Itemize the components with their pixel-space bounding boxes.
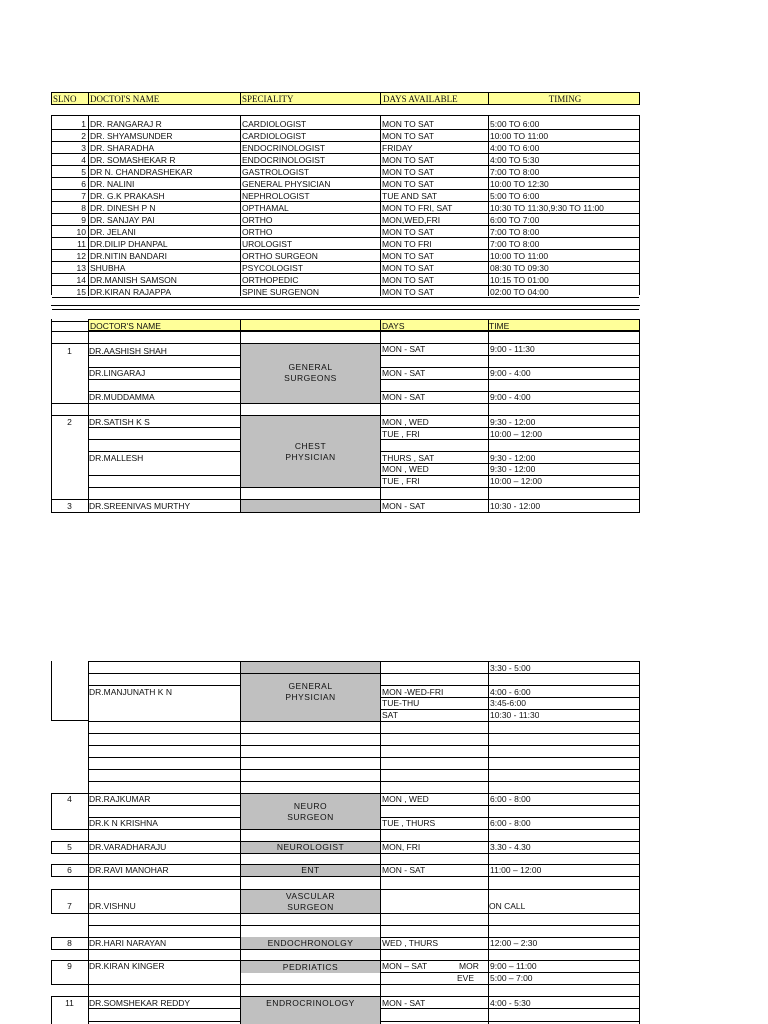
doctor-name-cell: DR. G.K PRAKASH	[90, 191, 165, 201]
group-number: 9	[67, 961, 72, 971]
doctor-days: MON – SAT	[382, 961, 428, 971]
slno-cell: 15	[76, 287, 86, 297]
group-number: 5	[67, 842, 72, 852]
group-number: 8	[67, 938, 72, 948]
group-number: 4	[67, 794, 72, 804]
slno-cell: 7	[81, 191, 86, 201]
group-number: 11	[65, 998, 74, 1008]
timing-cell: 7:00 TO 8:00	[490, 239, 540, 249]
days-cell: FRIDAY	[382, 143, 413, 153]
speciality-cell: CARDIOLOGIST	[242, 119, 307, 129]
doctor-time: 9:30 - 12:00	[490, 417, 536, 427]
header-slno: SLNO	[53, 94, 77, 104]
doctor-name: DR.SOMSHEKAR REDDY	[89, 998, 191, 1008]
speciality-cell: ENDOCRINOLOGIST	[242, 155, 326, 165]
doctor-name-cell: DR. RANGARAJ R	[90, 119, 162, 129]
doctor-time: 9:00 - 4:00	[490, 392, 531, 402]
doctor-days: MON - SAT	[382, 865, 426, 875]
slno-cell: 3	[81, 143, 86, 153]
days-cell: MON TO SAT	[382, 227, 434, 237]
doctor-name: DR.MUDDAMMA	[89, 392, 155, 402]
group-number: 3	[67, 501, 72, 511]
doctor-name-cell: DR.NITIN BANDARI	[90, 251, 167, 261]
speciality-general-surgeons: GENERAL SURGEONS	[241, 343, 380, 403]
header-time: TIME	[489, 321, 510, 331]
doctor-time: 10:00 – 12:00	[490, 429, 542, 439]
doctor-time: 4:00 - 5:30	[490, 998, 531, 1008]
slno-cell: 13	[76, 263, 86, 273]
top-table-rows	[51, 115, 640, 295]
slno-cell: 14	[76, 275, 86, 285]
header-timing: TIMING	[548, 94, 582, 104]
doctor-name: DR.SATISH K S	[89, 417, 150, 427]
shift-morning-label: MOR	[459, 961, 479, 971]
speciality-cell: OPTHAMAL	[242, 203, 289, 213]
header-speciality: SPECIALITY	[242, 94, 294, 104]
doctor-days: MON - SAT	[382, 344, 426, 354]
doctor-name: DR.KIRAN KINGER	[89, 961, 165, 971]
doctor-name: DR.LINGARAJ	[89, 368, 146, 378]
doctor-name-cell: DR. SHYAMSUNDER	[90, 131, 173, 141]
days-cell: MON TO FRI, SAT	[382, 203, 453, 213]
doctor-days: MON , WED	[382, 464, 429, 474]
doctor-name: DR.VARADHARAJU	[89, 842, 167, 852]
top-table-header	[51, 92, 640, 105]
group-number: 1	[67, 346, 72, 356]
doctor-name-cell: SHUBHA	[90, 263, 126, 273]
timing-cell: 10:15 TO 01:00	[490, 275, 549, 285]
doctor-name: DR.MALLESH	[89, 453, 144, 463]
doctor-name: DR.RAJKUMAR	[89, 794, 151, 804]
doctor-time: 9:00 – 11:00	[490, 961, 537, 971]
doctor-name: DR.K N KRISHNA	[89, 818, 158, 828]
doctor-time: 6:00 - 8:00	[490, 818, 531, 828]
top-table	[51, 92, 640, 296]
speciality-vascular-surgeon: VASCULAR SURGEON	[241, 890, 380, 913]
timing-cell: 4:00 TO 5:30	[490, 155, 540, 165]
doctor-days: MON -WED-FRI	[382, 687, 444, 697]
timing-cell: 10:00 TO 11:00	[490, 251, 549, 261]
doctor-name: DR.SREENIVAS MURTHY	[89, 501, 191, 511]
doctor-name: DR.MANJUNATH K N	[89, 687, 172, 697]
doctor-time: 4:00 - 6:00	[490, 687, 531, 697]
doctor-time: ON CALL	[489, 901, 526, 911]
doctor-time: 3:30 - 5:00	[490, 663, 531, 673]
doctor-days: SAT	[382, 710, 398, 720]
doctor-time: 9:00 - 11:30	[490, 344, 535, 354]
group-number: 6	[67, 865, 72, 875]
days-cell: MON,WED,FRI	[382, 215, 441, 225]
doctor-name: DR.RAVI MANOHAR	[89, 865, 169, 875]
doctor-name: DR.HARI NARAYAN	[89, 938, 167, 948]
speciality-cell: SPINE SURGENON	[242, 287, 319, 297]
days-cell: MON TO SAT	[382, 155, 434, 165]
timing-cell: 5:00 TO 6:00	[490, 191, 540, 201]
timing-cell: 7:00 TO 8:00	[490, 227, 540, 237]
speciality-cell: GENERAL PHYSICIAN	[242, 179, 331, 189]
speciality-cell: ENDOCRINOLOGIST	[242, 143, 326, 153]
days-cell: MON TO SAT	[382, 119, 434, 129]
doctor-name: DR.VISHNU	[89, 901, 136, 911]
doctor-days: MON - SAT	[382, 998, 426, 1008]
speciality-cell: ORTHO	[242, 215, 273, 225]
speciality-endochronolgy: ENDOCHRONOLGY	[241, 937, 380, 949]
doctor-days: MON - SAT	[382, 392, 426, 402]
days-cell: TUE AND SAT	[382, 191, 438, 201]
speciality-cell: CARDIOLOGIST	[242, 131, 307, 141]
doctor-time: 10:30 - 12:00	[490, 501, 541, 511]
doctor-days: TUE , FRI	[382, 429, 420, 439]
doctor-name: DR.AASHISH SHAH	[89, 346, 167, 356]
doctor-time: 6:00 - 8:00	[490, 794, 531, 804]
speciality-ent: ENT	[241, 865, 380, 876]
doctor-time: 9:00 - 4:00	[490, 368, 531, 378]
speciality-neurologist: NEUROLOGIST	[241, 842, 380, 853]
days-cell: MON TO SAT	[382, 131, 434, 141]
doctor-name-cell: DR. SHARADHA	[90, 143, 155, 153]
doctor-days: MON - SAT	[382, 501, 426, 511]
days-cell: MON TO FRI	[382, 239, 432, 249]
page2-table	[51, 661, 640, 1024]
slno-cell: 10	[76, 227, 86, 237]
doctor-time: 10:30 - 11:30	[490, 710, 540, 720]
days-cell: MON TO SAT	[382, 275, 434, 285]
doctor-name-cell: DR N. CHANDRASHEKAR	[90, 167, 193, 177]
doctor-time: 10:00 – 12:00	[490, 476, 542, 486]
slno-cell: 9	[81, 215, 86, 225]
speciality-cell: ORTHOPEDIC	[242, 275, 299, 285]
doctor-name-cell: DR.KIRAN RAJAPPA	[90, 287, 172, 297]
doctor-name-cell: DR.DILIP DHANPAL	[90, 239, 168, 249]
doctor-days: WED , THURS	[382, 938, 439, 948]
doctor-time: 3:45-6:00	[490, 698, 526, 708]
speciality-neuro-surgeon: NEURO SURGEON	[241, 794, 380, 829]
group-number: 7	[67, 901, 72, 911]
timing-cell: 02:00 TO 04:00	[490, 287, 549, 297]
doctor-time: 12:00 – 2:30	[490, 938, 538, 948]
speciality-cell: GASTROLOGIST	[242, 167, 310, 177]
header-days-available: DAYS AVAILABLE	[383, 94, 458, 104]
timing-cell: 10:00 TO 12:30	[490, 179, 549, 189]
doctor-name-cell: DR. DINESH P N	[90, 203, 156, 213]
slno-cell: 8	[81, 203, 86, 213]
timing-cell: 08:30 TO 09:30	[490, 263, 549, 273]
days-cell: MON TO SAT	[382, 263, 434, 273]
timing-cell: 7:00 TO 8:00	[490, 167, 540, 177]
days-cell: MON TO SAT	[382, 179, 434, 189]
header-doctors-name: DOCTOR'S NAME	[90, 321, 161, 331]
doctor-time: 3.30 - 4.30	[490, 842, 531, 852]
days-cell: MON TO SAT	[382, 251, 434, 261]
speciality-endrocrinology: ENDROCRINOLOGY	[241, 997, 380, 1024]
shift-evening-label: EVE	[457, 973, 475, 983]
speciality-cell: NEPHROLOGIST	[242, 191, 310, 201]
slno-cell: 4	[81, 155, 86, 165]
doctor-time: 9:30 - 12:00	[490, 453, 536, 463]
doctor-days: TUE-THU	[382, 698, 420, 708]
second-table-header	[88, 319, 640, 331]
doctor-days: TUE , FRI	[382, 476, 420, 486]
doctor-time: 5:00 – 7:00	[490, 973, 533, 983]
doctor-days: TUE , THURS	[382, 818, 436, 828]
doctor-days: MON, FRI	[382, 842, 421, 852]
doctor-days: THURS , SAT	[382, 453, 435, 463]
doctor-name-cell: DR. NALINI	[90, 179, 135, 189]
timing-cell: 10:00 TO 11:00	[490, 131, 549, 141]
speciality-pedriatics: PEDRIATICS	[241, 961, 380, 973]
slno-cell: 2	[81, 131, 86, 141]
slno-cell: 11	[77, 239, 86, 249]
doctor-time: 9:30 - 12:00	[490, 464, 536, 474]
doctor-name-cell: DR. SOMASHEKAR R	[90, 155, 176, 165]
speciality-chest-physician: CHEST PHYSICIAN	[241, 416, 380, 488]
group-number: 2	[67, 417, 72, 427]
doctor-name-cell: DR. JELANI	[90, 227, 136, 237]
slno-cell: 1	[81, 119, 86, 129]
doctor-days: MON - SAT	[382, 368, 426, 378]
second-table	[51, 305, 640, 513]
slno-cell: 5	[81, 167, 86, 177]
doctor-days: MON , WED	[382, 794, 429, 804]
speciality-cell: UROLOGIST	[242, 239, 293, 249]
speciality-general-physician: GENERAL PHYSICIAN	[241, 662, 380, 721]
days-cell: MON TO SAT	[382, 287, 434, 297]
speciality-cell: ORTHO SURGEON	[242, 251, 318, 261]
doctor-time: 11:00 – 12:00	[490, 865, 542, 875]
timing-cell: 4:00 TO 6:00	[490, 143, 540, 153]
days-cell: MON TO SAT	[382, 167, 434, 177]
doctor-name-cell: DR.MANISH SAMSON	[90, 275, 177, 285]
speciality-cell: PSYCOLOGIST	[242, 263, 303, 273]
doctor-days: MON , WED	[382, 417, 429, 427]
header-days: DAYS	[382, 321, 405, 331]
doctor-name-cell: DR. SANJAY PAI	[90, 215, 155, 225]
timing-cell: 5:00 TO 6:00	[490, 119, 540, 129]
speciality-cell: ORTHO	[242, 227, 273, 237]
slno-cell: 6	[81, 179, 86, 189]
header-doctor-name: DOCTOI'S NAME	[90, 94, 160, 104]
slno-cell: 12	[76, 251, 86, 261]
timing-cell: 6:00 TO 7:00	[490, 215, 540, 225]
timing-cell: 10:30 TO 11:30,9:30 TO 11:00	[490, 203, 604, 213]
